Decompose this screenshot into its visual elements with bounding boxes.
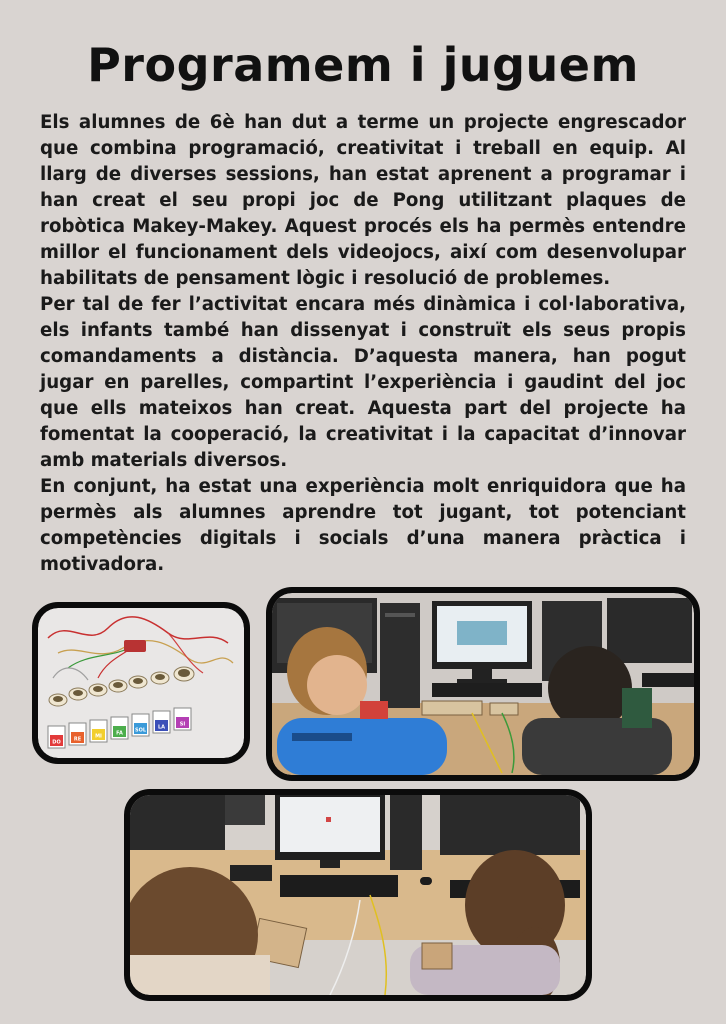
paragraph-2: Per tal de fer l’activitat encara més dinàmica i col·laborativa, els infants també han dissenyat i construït els seus propis comandaments a distància. D’aquesta manera, han pogut jugar en parelles, compartint l’experiència i gaudint del joc que ells mateixos han creat. Aquesta part del projecte ha fomentat la cooperació, la creativitat i la capacitat d’innovar amb materials diversos. <box>40 294 686 471</box>
page-title: Programem i juguem <box>87 38 639 92</box>
note-card-label: DO <box>52 739 61 746</box>
cups-illustration <box>38 608 244 758</box>
boys-computer-illustration <box>272 593 694 775</box>
note-card-label: SI <box>179 721 186 728</box>
photo-makey-makey-cups <box>32 602 250 764</box>
note-card-label: RE <box>73 736 82 743</box>
note-card-label: FA <box>116 730 123 737</box>
paragraph-3: En conjunt, ha estat una experiència molt enriquidora que ha permès als alumnes aprendre tot jugant, tot potenciant competències digitals i socials d’una manera pràctica i motivadora. <box>40 476 686 575</box>
photo-girls-computer <box>124 789 592 1001</box>
article-body <box>40 110 686 578</box>
note-card-label: LA <box>157 724 166 731</box>
paragraph-1: Els alumnes de 6è han dut a terme un projecte engrescador que combina programació, creativitat i treball en equip. Al llarg de diverses sessions, han estat aprenent a programar i han creat el seu propi joc de Pong utilitzant plaques de robòtica Makey-Makey. Aquest procés els ha permès entendre millor el funcionament dels videojocs, així com desenvolupar habilitats de pensament lògic i resolució de problemes. <box>40 112 686 289</box>
note-card-label: SOL <box>134 727 147 734</box>
photo-boys-computer <box>266 587 700 781</box>
note-card-label: MI <box>95 733 102 740</box>
girls-computer-illustration <box>130 795 586 995</box>
